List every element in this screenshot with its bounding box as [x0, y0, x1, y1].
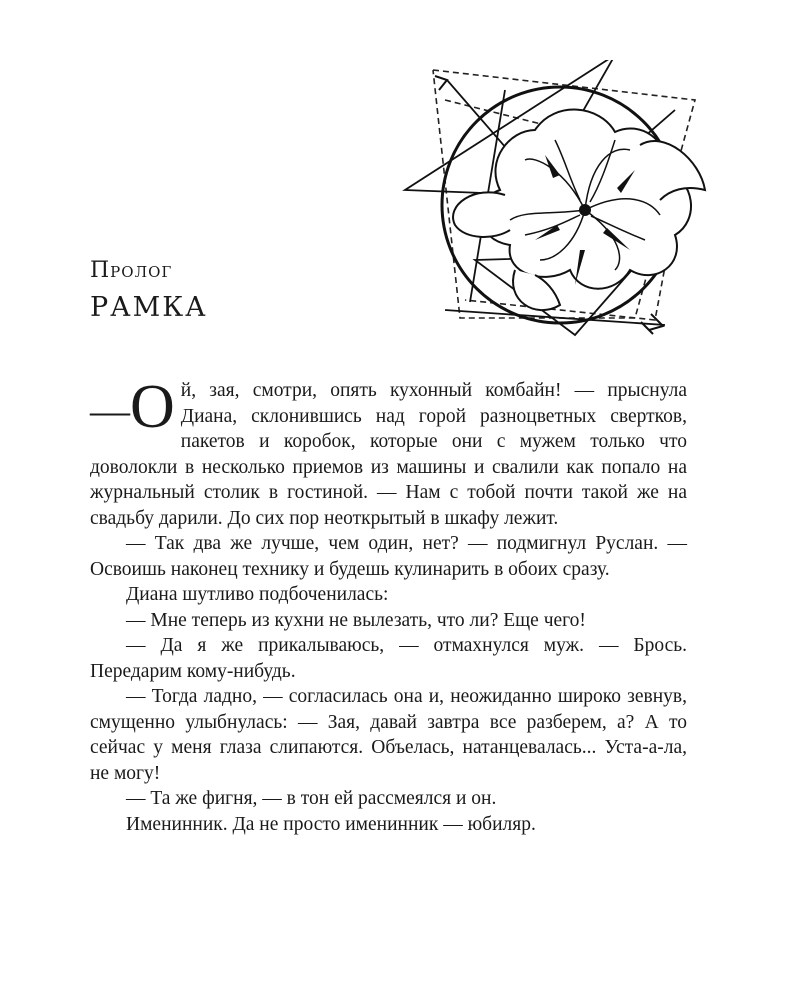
chapter-body [90, 373, 687, 837]
paragraph: — Да я же прикалываюсь, — отмахнулся муж. — Брось. Передарим кому-нибудь. [90, 635, 687, 682]
paragraph: — Так два же лучше, чем один, нет? — подмигнул Руслан. — Освоишь наконец технику и будешь кулинарить в обоих сразу. [90, 533, 687, 580]
paragraph-text: й, зая, смотри, опять кухонный комбайн! — прыснула Диана, склонившись над горой разноцветных свертков, пакетов и коробок, которые они с мужем только что доволокли в несколько приемов из машины и свалили как попало на журнальный столик в гостиной. — Нам с тобой почти такой же на свадьбу дарили. До сих пор неоткрытый в шкафу лежит. [90, 380, 687, 529]
drop-cap [90, 373, 175, 441]
paragraph: — Тогда ладно, — согласилась она и, неожиданно широко зевнув, смущенно улыбнулась: — Зая, давай завтра все разберем, а? А то сейчас у меня глаза слипаются. Объелась, натанцевалась... Уста-а-ла, не могу! [90, 686, 687, 784]
paragraph: — Та же фигня, — в тон ей рассмеялся и он. [126, 788, 497, 809]
paragraph: — Мне теперь из кухни не вылезать, что ли? Еще чего! [126, 609, 586, 631]
chapter-title: РАМКА [90, 292, 208, 323]
chapter-label: Пролог [90, 258, 173, 283]
paragraph [90, 373, 687, 531]
paragraph: Именинник. Да не просто именинник — юбиляр. [126, 813, 536, 835]
drop-cap-dash: — [90, 388, 130, 433]
drop-cap-letter: О [130, 373, 175, 441]
paragraph: Диана шутливо подбоченилась: [126, 584, 389, 605]
flower-geometric-illustration [385, 60, 725, 340]
